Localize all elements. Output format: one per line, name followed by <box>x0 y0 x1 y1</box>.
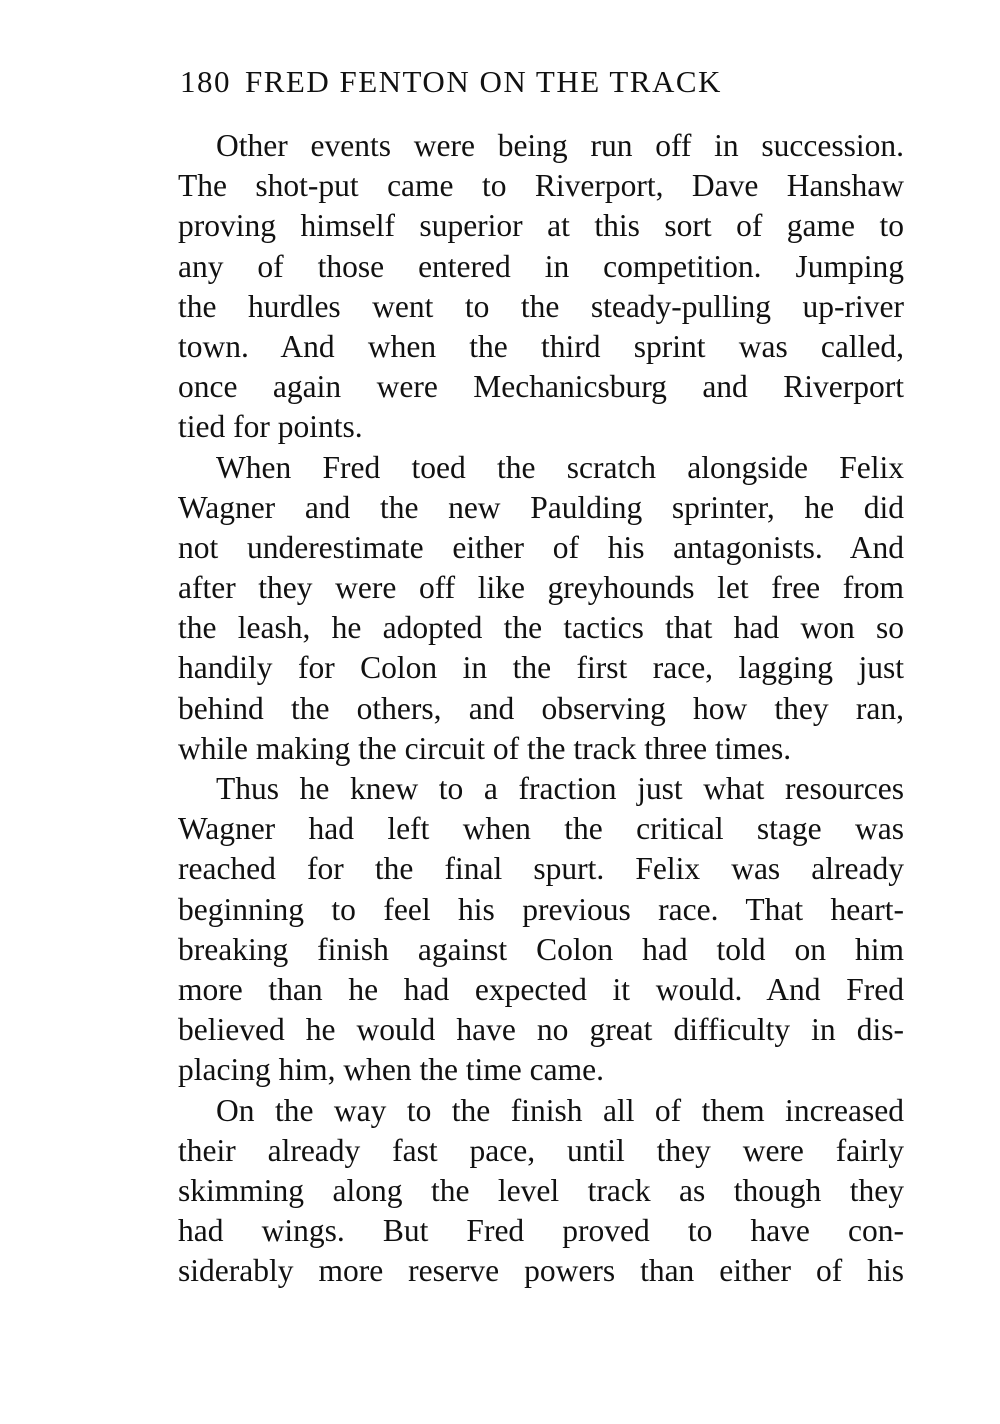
text-line: skimming along the level track as though they <box>178 1172 904 1208</box>
paragraph-4 <box>178 1091 904 1292</box>
text-line: Wagner and the new Paulding sprinter, he did <box>178 489 904 525</box>
text-line: town. And when the third sprint was called, <box>178 328 904 364</box>
text-line: believed he would have no great difficulty in dis- <box>178 1012 904 1048</box>
text-line: once again were Mechanicsburg and Riverport <box>178 369 904 405</box>
text-line: reached for the final spurt. Felix was already <box>178 851 904 887</box>
text-line: placing him, when the time came. <box>178 1052 604 1088</box>
text-line: On the way to the finish all of them increased <box>216 1092 904 1128</box>
text-line: more than he had expected it would. And Fred <box>178 971 904 1007</box>
text-line: Thus he knew to a fraction just what resources <box>216 771 904 806</box>
text-line: tied for points. <box>178 409 363 445</box>
text-line: beginning to feel his previous race. That heart- <box>178 891 904 927</box>
paragraph-2 <box>178 448 904 770</box>
text-line: the hurdles went to the steady-pulling up-river <box>178 288 904 324</box>
paragraph-3 <box>178 769 904 1091</box>
text-line: after they were off like greyhounds let free from <box>178 570 904 606</box>
text-line: siderably more reserve powers than either of his <box>178 1253 904 1289</box>
text-line: proving himself superior at this sort of game to <box>178 208 904 244</box>
text-line: Other events were being run off in succession. <box>216 128 904 163</box>
text-line: breaking finish against Colon had told on him <box>178 931 904 967</box>
text-line: When Fred toed the scratch alongside Felix <box>216 449 904 485</box>
running-title: FRED FENTON ON THE TRACK <box>245 64 722 99</box>
text-line: the leash, he adopted the tactics that had won so <box>178 610 904 646</box>
running-head <box>180 62 900 102</box>
text-line: while making the circuit of the track three times. <box>178 730 792 766</box>
page-number: 180 <box>180 64 231 99</box>
paragraph-1 <box>178 126 904 448</box>
text-line: The shot-put came to Riverport, Dave Hanshaw <box>178 168 904 204</box>
text-line: not underestimate either of his antagonists. And <box>178 529 904 565</box>
text-line: had wings. But Fred proved to have con- <box>178 1213 904 1249</box>
text-line: behind the others, and observing how they ran, <box>178 690 904 726</box>
text-line: any of those entered in competition. Jumping <box>178 248 904 284</box>
text-line: their already fast pace, until they were fairly <box>178 1132 904 1168</box>
text-line: handily for Colon in the first race, lagging just <box>178 650 904 686</box>
body-text <box>178 126 904 1291</box>
text-line: Wagner had left when the critical stage was <box>178 811 904 847</box>
